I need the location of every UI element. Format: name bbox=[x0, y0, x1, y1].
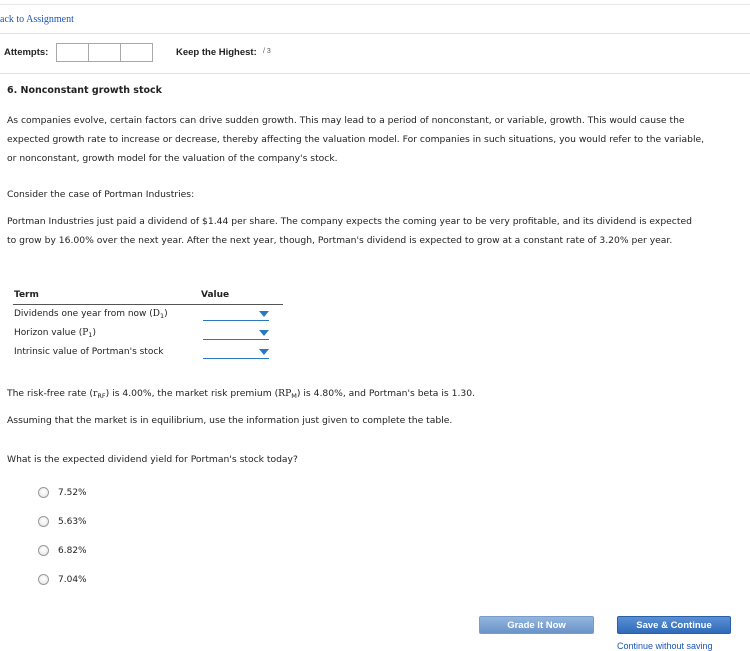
attempt-box-1 bbox=[56, 43, 89, 62]
row-horizon-label: Horizon value $(P_1)$ bbox=[14, 328, 96, 339]
radio-button[interactable] bbox=[38, 487, 49, 498]
table-header-rule bbox=[13, 304, 283, 305]
yield-question-prompt: What is the expected dividend yield for Portman's stock today? bbox=[7, 454, 298, 465]
continue-without-saving-link[interactable]: Continue without saving bbox=[617, 641, 713, 651]
grade-it-now-button[interactable]: Grade It Now bbox=[479, 616, 594, 634]
horizon-value-dropdown[interactable] bbox=[203, 327, 269, 340]
row-intrinsic-label: Intrinsic value of Portman's stock bbox=[14, 347, 164, 357]
chevron-down-icon bbox=[259, 311, 269, 317]
attempt-box-2 bbox=[88, 43, 121, 62]
term-header: Term bbox=[14, 290, 39, 300]
intro-paragraph bbox=[7, 111, 743, 168]
case-intro: Consider the case of Portman Industries: bbox=[7, 189, 195, 200]
top-border bbox=[0, 4, 750, 5]
intrinsic-value-dropdown[interactable] bbox=[203, 346, 269, 359]
market-info: The risk-free rate $(r_{RF})$ is 4.00%, the market risk premium $(RP_M)$ is 4.80%, and Portman's beta is 1.30. bbox=[7, 388, 475, 400]
radio-button[interactable] bbox=[38, 516, 49, 527]
question-title: 6. Nonconstant growth stock bbox=[7, 85, 162, 96]
keep-highest-score: / 3 bbox=[263, 48, 271, 55]
intro-line-3: or nonconstant, growth model for the valuation of the company's stock. bbox=[7, 153, 338, 164]
attempt-box-3 bbox=[120, 43, 153, 62]
header-divider bbox=[0, 33, 750, 34]
equilibrium-instruction: Assuming that the market is in equilibrium, use the information just given to complete the table. bbox=[7, 415, 453, 426]
save-and-continue-button[interactable]: Save & Continue bbox=[617, 616, 731, 634]
radio-button[interactable] bbox=[38, 545, 49, 556]
option-7-04[interactable]: 7.04% bbox=[38, 574, 87, 585]
case-line-1: Portman Industries just paid a dividend of $1.44 per share. The company expects the coming year to be very profitable, and its dividend is expected bbox=[7, 216, 692, 227]
attempt-indicator bbox=[56, 43, 152, 62]
chevron-down-icon bbox=[259, 330, 269, 336]
case-line-2: to grow by 16.00% over the next year. After the next year, though, Portman's dividend is expected to grow at a constant rate of 3.20% per year. bbox=[7, 235, 673, 246]
chevron-down-icon bbox=[259, 349, 269, 355]
keep-highest-label: Keep the Highest: bbox=[176, 47, 257, 58]
value-header: Value bbox=[201, 290, 230, 300]
back-to-assignment-link[interactable]: ack to Assignment bbox=[0, 14, 74, 25]
attempts-divider bbox=[0, 73, 750, 74]
option-7-52[interactable]: 7.52% bbox=[38, 487, 87, 498]
option-5-63[interactable]: 5.63% bbox=[38, 516, 87, 527]
row-dividend-label: Dividends one year from now $(D_1)$ bbox=[14, 309, 168, 320]
intro-line-1: As companies evolve, certain factors can drive sudden growth. This may lead to a period of nonconstant, or variable, growth. This would cause the bbox=[7, 115, 685, 126]
dividend-dropdown[interactable] bbox=[203, 308, 269, 321]
case-paragraph bbox=[7, 212, 743, 250]
option-6-82[interactable]: 6.82% bbox=[38, 545, 87, 556]
intro-line-2: expected growth rate to increase or decrease, thereby affecting the valuation model. For companies in such situations, you would refer to the variable, bbox=[7, 134, 705, 145]
radio-button[interactable] bbox=[38, 574, 49, 585]
attempts-label: Attempts: bbox=[4, 47, 49, 58]
